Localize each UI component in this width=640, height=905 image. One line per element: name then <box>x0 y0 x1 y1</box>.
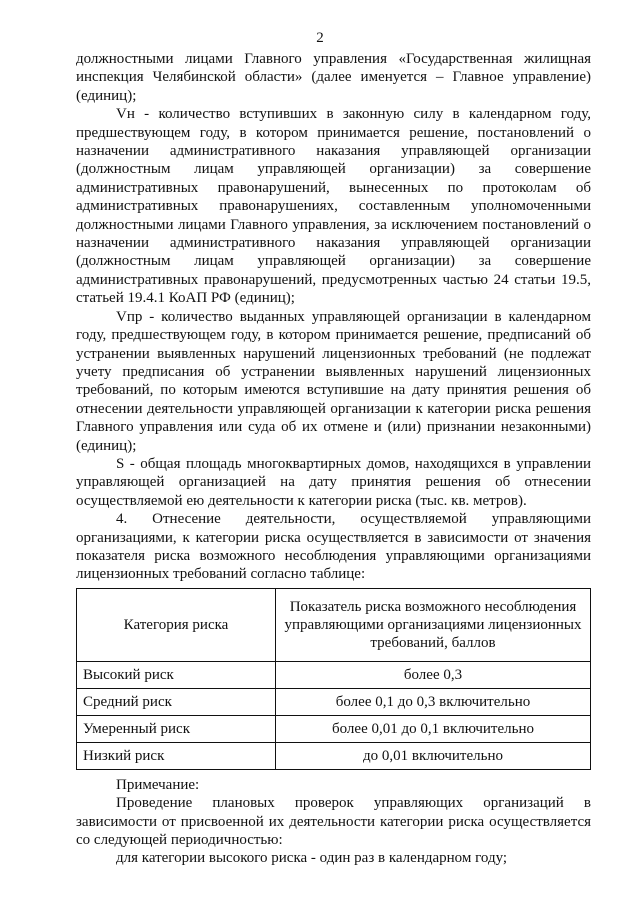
note-title: Примечание: <box>116 776 200 793</box>
paragraph-item-4: 4. Отнесение деятельности, осуществляемой управляющими организациями, к категории риска осуществляется в зависимости от значения показателя риска возможного несоблюдения управляющими организациями лицензионных требований согласно таблице: <box>76 511 591 583</box>
risk-category-table <box>76 588 591 770</box>
note-section <box>76 776 591 868</box>
row-value: более 0,3 <box>276 661 591 688</box>
paragraph-continuation: должностными лицами Главного управления «Государственная жилищная инспекция Челябинской области» (далее именуется – Главное управление) (единиц); <box>76 51 591 104</box>
row-category: Высокий риск <box>77 661 276 688</box>
row-value: до 0,01 включительно <box>276 742 591 769</box>
document-body <box>76 50 591 868</box>
paragraph-high-risk-frequency: для категории высокого риска - один раз в календарном году; <box>116 850 508 867</box>
paragraph-vn-definition: Vн - количество вступивших в законную силу в календарном году, предшествующем году, в котором принимается решение, постановлений о назначении административного наказания управляющей организации (должностным лицам управляющей организации) за совершение административных правонарушений, вынесенных по протоколам об административных правонарушениях, составленным уполномоченными должностными лицами Главного управления, за исключением постановлений о назначении административного наказания управляющей организации (должностным лицам управляющей организации) за совершение административных правонарушений, предусмотренных частью 24 статьи 19.5, статьей 19.4.1 КоАП РФ (единиц); <box>76 106 591 307</box>
table-row <box>77 742 591 769</box>
page-number: 2 <box>316 30 324 46</box>
table-row <box>77 688 591 715</box>
row-category: Средний риск <box>77 688 276 715</box>
paragraph-s-definition: S - общая площадь многоквартирных домов, находящихся в управлении управляющей организацией на дату принятия решения об отнесении осуществляемой ею деятельности к категории риска (тыс. кв. метров). <box>76 455 591 509</box>
header-category: Категория риска <box>77 588 276 661</box>
table-row <box>77 715 591 742</box>
table-row <box>77 661 591 688</box>
paragraph-inspection-frequency: Проведение плановых проверок управляющих организаций в зависимости от присвоенной их деятельности категории риска осуществляется со следующей периодичностью: <box>76 795 591 848</box>
row-category: Низкий риск <box>77 742 276 769</box>
paragraph-vpr-definition: Vпр - количество выданных управляющей организации в календарном году, предшествующем году, в котором принимается решение, предписаний об устранении выявленных нарушений лицензионных требований (не подлежат учету предписания об устранении выявленных нарушений лицензионных требований, по которым имеются вступившие на дату принятия решения об отнесении деятельности управляющей организации к категории риска решения Главного управления или суда об их отмене и (или) признании незаконными) (единиц); <box>76 308 591 454</box>
table-header-row <box>77 588 591 661</box>
row-value: более 0,1 до 0,3 включительно <box>276 688 591 715</box>
row-category: Умеренный риск <box>77 715 276 742</box>
row-value: более 0,01 до 0,1 включительно <box>276 715 591 742</box>
header-indicator: Показатель риска возможного несоблюдения управляющими организациями лицензионных требований, баллов <box>276 588 591 661</box>
